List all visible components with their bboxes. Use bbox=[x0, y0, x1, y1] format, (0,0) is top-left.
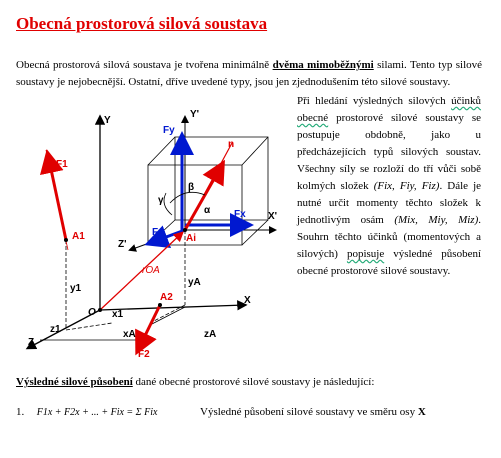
label-f1: F1 bbox=[56, 159, 68, 170]
force-components: (Fix, Fiy, Fiz) bbox=[373, 180, 440, 192]
page-title: Obecná prostorová silová soustava bbox=[16, 14, 268, 33]
side-squig-3: popisuje bbox=[346, 248, 385, 260]
label-a1: A1 bbox=[72, 231, 85, 242]
side-paragraph bbox=[297, 93, 481, 280]
label-y: Y bbox=[104, 115, 111, 126]
side-text-2: prostorové silové soustavy se postupuje obdobně, jako u předcházejících typů silových soustav. Všechny síly se rozloží do tří vůči sobě kolmých složek bbox=[297, 112, 482, 192]
label-xi: X' bbox=[268, 211, 278, 222]
label-ya: yA bbox=[188, 277, 201, 288]
side-text-5: výsledné působení obecné prostorové silové soustavy. bbox=[297, 248, 482, 277]
result-heading bbox=[16, 376, 374, 388]
label-roa: rOA bbox=[142, 265, 160, 276]
intro-emphasis: dvěma mimoběžnými bbox=[272, 59, 374, 71]
label-xa: xA bbox=[123, 329, 136, 340]
equation-1 bbox=[16, 406, 486, 418]
label-za: zA bbox=[204, 329, 217, 340]
label-z1: z1 bbox=[50, 324, 61, 335]
label-fx: Fx bbox=[234, 209, 246, 220]
force-system-diagram bbox=[0, 95, 290, 365]
side-text-3: . Dále je nutné určit momenty těchto složek k jednotlivým osám bbox=[297, 180, 482, 226]
label-x: X bbox=[244, 295, 251, 306]
point-o bbox=[98, 308, 102, 312]
point-ai bbox=[183, 228, 187, 232]
side-text-1: Při hledání výsledných silových bbox=[297, 95, 446, 107]
angle-arc bbox=[164, 193, 172, 215]
label-a2: A2 bbox=[160, 292, 173, 303]
label-z: Z bbox=[28, 337, 35, 348]
label-ai: Ai bbox=[186, 233, 196, 244]
label-fz: Fz bbox=[152, 227, 164, 238]
label-n: n bbox=[228, 139, 235, 150]
moment-components: (Mix, Miy, Miz) bbox=[394, 214, 479, 226]
label-x1: x1 bbox=[112, 309, 124, 320]
intro-text-1: Obecná prostorová silová soustava je tvořena minimálně bbox=[16, 59, 270, 71]
label-y1: y1 bbox=[70, 283, 82, 294]
side-squig-2: obecné bbox=[297, 112, 329, 124]
point-a1 bbox=[64, 238, 68, 242]
point-a2 bbox=[158, 303, 162, 307]
label-fi: Fi bbox=[214, 173, 223, 184]
f2-force bbox=[138, 305, 160, 350]
equation-axis: X bbox=[417, 406, 426, 418]
side-text-4: . Souhrn těchto účinků (momentových a silových) bbox=[297, 214, 481, 260]
equation-formula: F1x + F2x + ... + Fix = Σ Fix bbox=[36, 407, 158, 418]
result-heading-underlined: Výsledné silové působení bbox=[16, 376, 133, 388]
label-f2: F2 bbox=[138, 349, 150, 360]
result-heading-rest: dané obecné prostorové silové soustavy je následující: bbox=[135, 376, 375, 388]
intro-paragraph bbox=[16, 57, 482, 91]
label-o: O bbox=[88, 307, 96, 318]
label-yi: Y' bbox=[190, 109, 200, 120]
label-gamma: γ bbox=[158, 195, 164, 206]
label-zi: Z' bbox=[118, 239, 127, 250]
label-alpha: α bbox=[204, 205, 211, 216]
equation-description bbox=[200, 406, 426, 418]
side-squig-1: účinků bbox=[451, 95, 482, 107]
label-fy: Fy bbox=[163, 125, 175, 136]
intro-text-2: silami. Tento typ silové soustavy je nejobecnější. Ostatní, dříve uvedené typy, jsou jen zjednodušením této silové soustavy. bbox=[16, 59, 483, 88]
equation-description-text: Výsledné působení silové soustavy ve směru osy bbox=[200, 406, 416, 418]
equation-number: 1. bbox=[16, 406, 25, 418]
label-beta: β bbox=[188, 182, 195, 193]
